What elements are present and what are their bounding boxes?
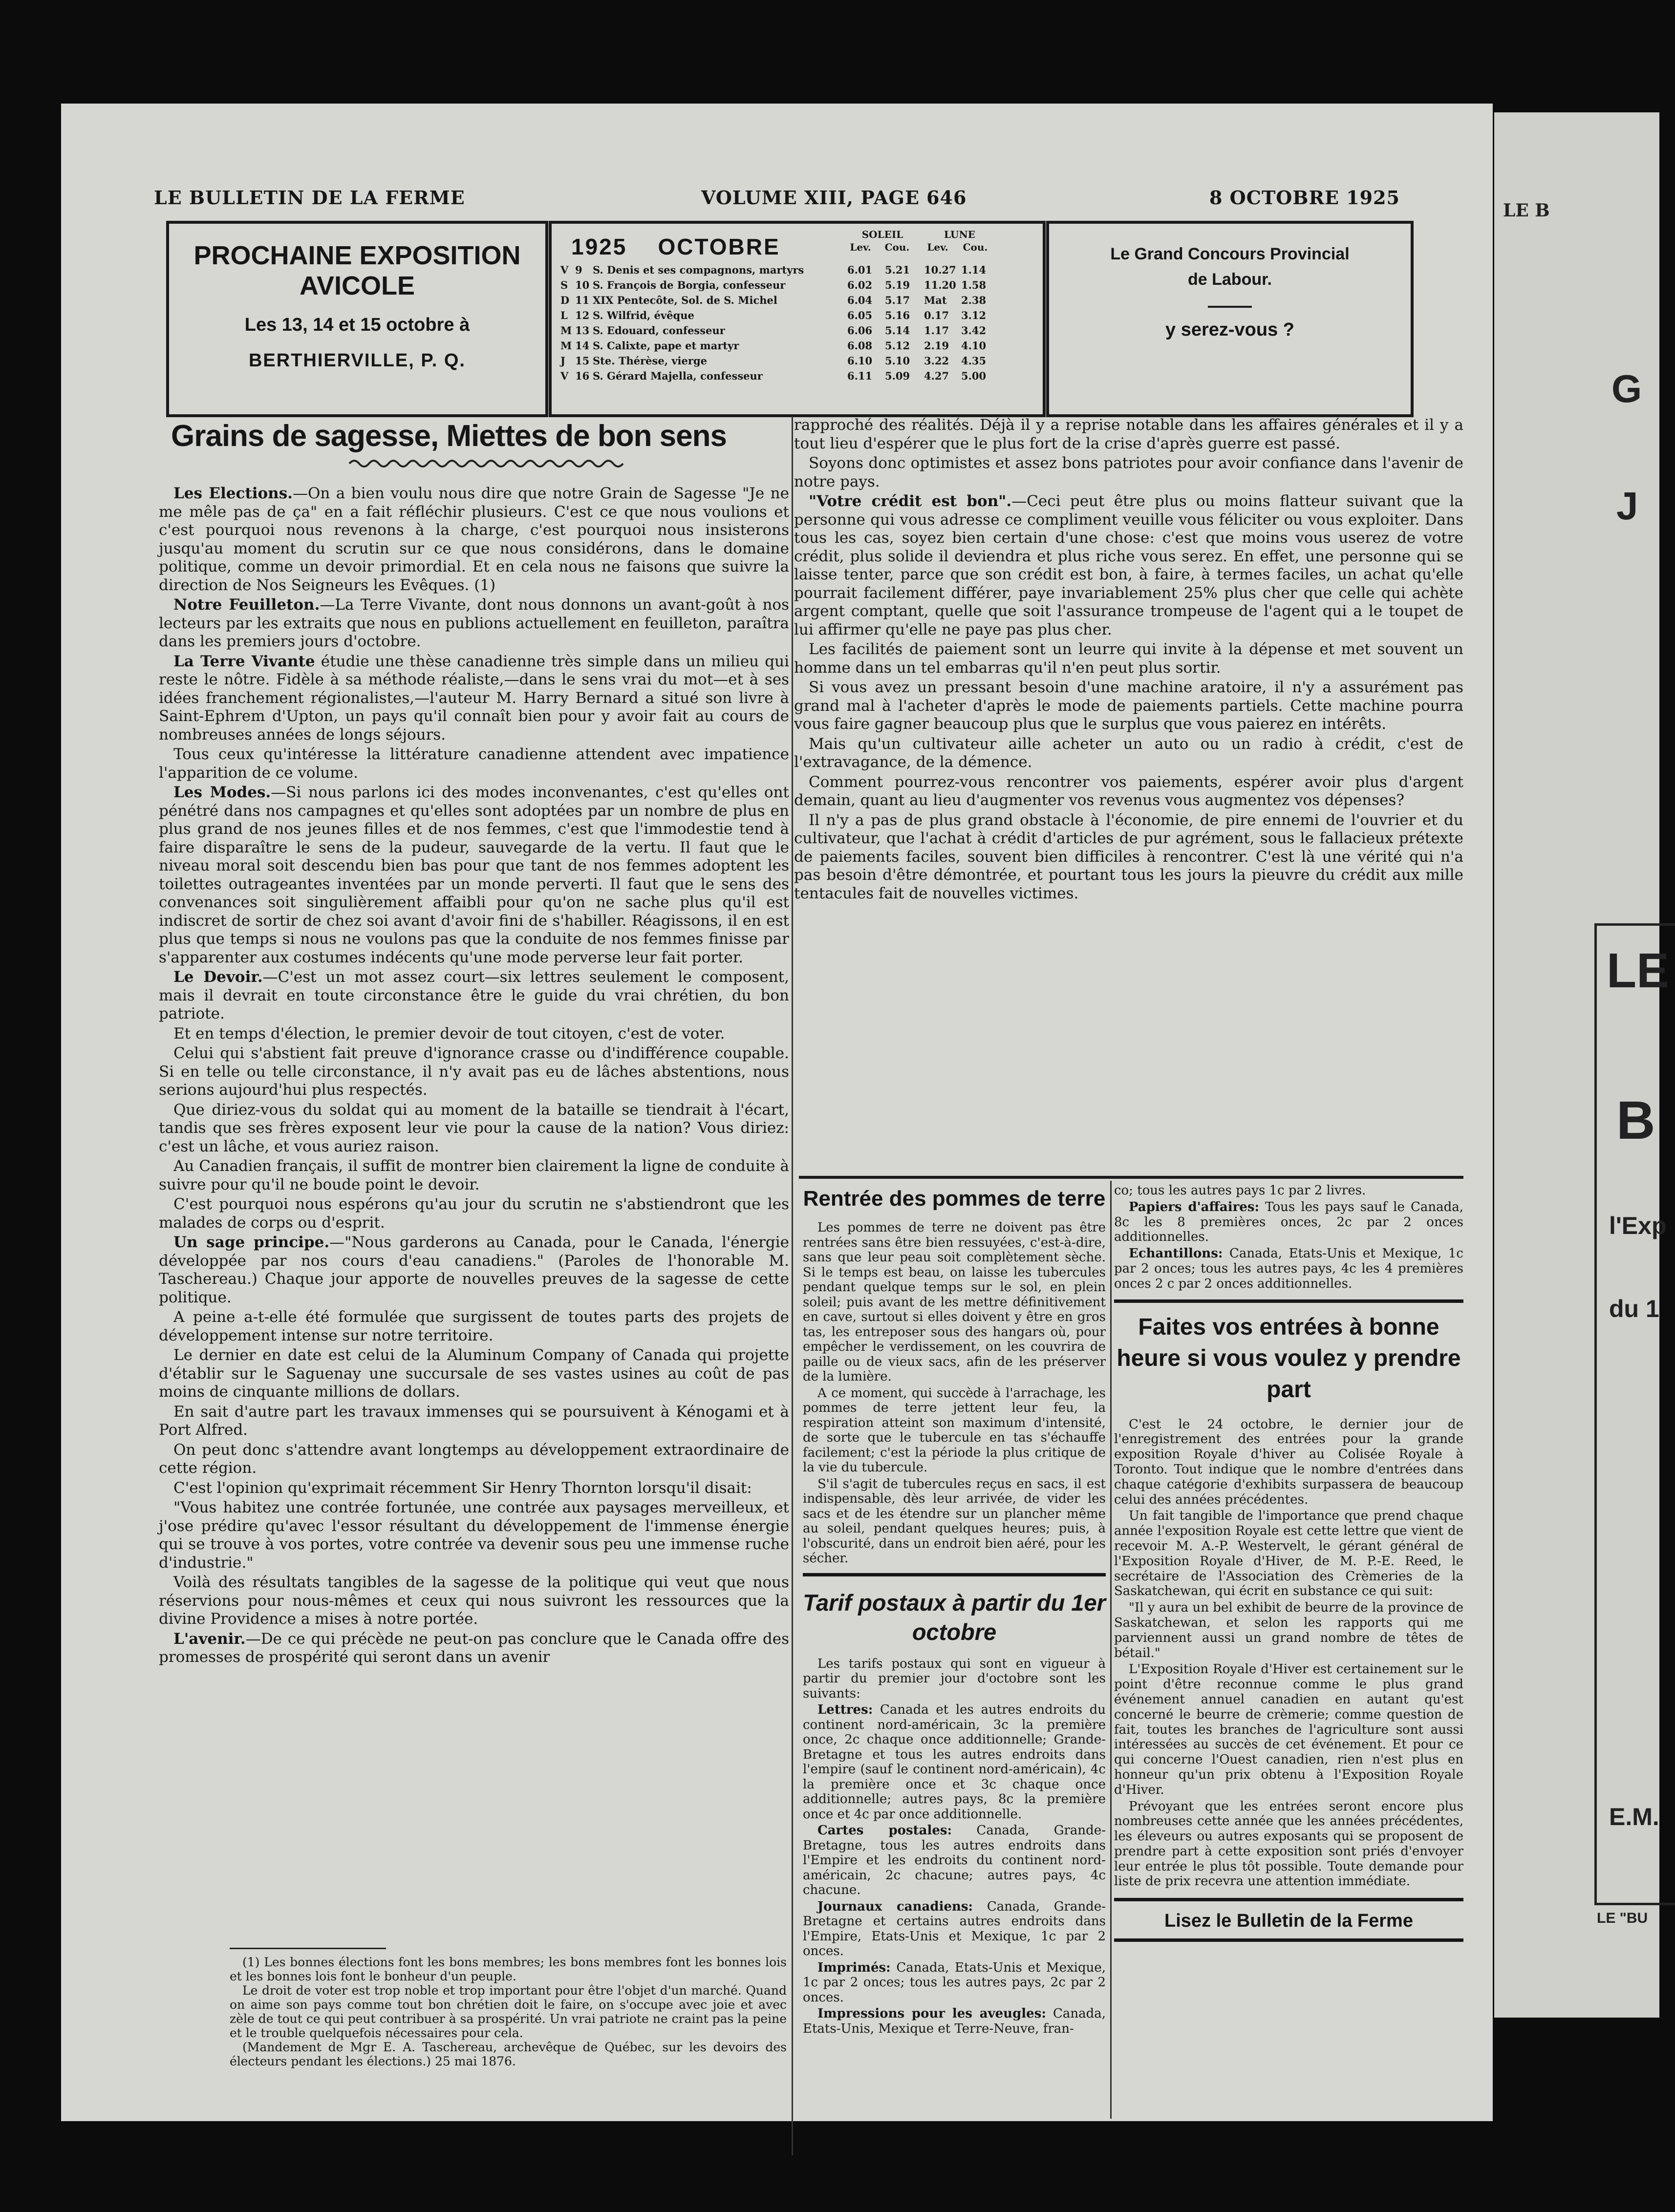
entrees-paragraph: C'est le 24 octobre, le dernier jour de l'enregistrement des entrées pour la grande exposition Royale d'hiver au Colisée Royale à Toronto. Tout indique que le nombre d'entrées dans chaque catégorie d'exhibits surpassera de beaucoup celui des années précédentes. [1114,1417,1463,1507]
expo-dates: Les 13, 14 et 15 octobre à [244,315,470,335]
calendar-cell-d: M [560,340,572,352]
calendar-row [552,278,1043,293]
paragraph-text: Que diriez-vous du soldat qui au moment de la bataille se tiendrait à l'écart, tandis que ses frères exposent leur vie pour la cause de la nation? Vous diriez: c'est un lâche, et vous auriez raison. [159,1101,789,1155]
section-rule [799,1176,1463,1179]
calendar-cell-d: V [560,264,569,276]
newspaper-page [61,104,1493,2121]
article-paragraph [794,679,1463,734]
footnote-rule [230,1948,386,1949]
paragraph-text: C'est pourquoi nous espérons qu'au jour du scrutin ne s'abstiendront que les malades de corps ou d'esprit. [159,1195,789,1232]
paragraph-text: rapproché des réalités. Déjà il y a reprise notable dans les affaires générales et il y a tout lieu d'espérer que le plus fort de la crise d'après guerre est passé. [794,416,1463,452]
runin-heading: "Votre crédit est bon". [809,492,1012,510]
expo-title-line1: PROCHAINE EXPOSITION [193,241,521,270]
calendar-cell-sl: 6.08 [847,340,873,352]
tarif-intro: Les tarifs postaux qui sont en vigueur à partir du premier jour d'octobre sont les suivants: [803,1656,1106,1701]
calendar-cell-n: 13 [575,324,590,337]
entrees-title: Faites vos entrées à bonne heure si vous voulez y prendre part [1117,1314,1461,1403]
lower-column-right [1114,1183,1463,1942]
item-label: Cartes postales: [817,1823,952,1838]
calendar-cell-sc: 5.21 [885,264,910,276]
adjacent-page-fragment [1494,112,1669,2018]
article-paragraph [159,1441,789,1478]
entrees-paragraph: Un fait tangible de l'importance que prend chaque année l'exposition Royale est cette lettre que vient de recevoir M. A.-P. Westervelt, le gérant général de l'Exposition Royale d'Hiver, de M. P.-E. Reed, le secrétaire de l'Association des Crèmeries de la Saskatchewan, qui écrit en substance ce qui suit: [1114,1509,1463,1599]
item-label: Echantillons: [1129,1246,1223,1261]
paragraph-text: Si vous avez un pressant besoin d'une machine aratoire, il n'y a assurément pas grand mal à l'acheter d'après le mode de paiements partiels. Cette machine pourra vous faire gagner beaucoup plus que le surplus que vous paierez en intérêts. [794,679,1463,733]
masthead-title: LE BULLETIN DE LA FERME [154,187,465,209]
calendar-cell-ll: 10.27 [924,264,956,276]
lower-column-left [803,1183,1106,2038]
paragraph-text: —C'est un mot assez court—six lettres seulement le composent, mais il devrait en toute circonstance être le guide du vrai chrétien, du bon patriote. [159,968,789,1022]
article-paragraph [794,773,1463,810]
item-text: Canada et les autres endroits du continent nord-américain, 3c la première once, 2c chaque once additionnelle; Grande-Bretagne et tous les autres endroits dans l'empire (sauf le continent nord-américain), 4c la première once et 3c chaque once additionnelle; autres pays, 8c la première once et 4c par once additionnelle. [803,1702,1106,1822]
article-paragraph [159,1195,789,1232]
calendar-cell-ll: 3.22 [924,355,949,367]
calendar-cell-sl: 6.10 [847,355,873,367]
lune-cou-header: Cou. [963,241,988,253]
calendar-cell-d: M [560,324,572,337]
calendar-cell-d: J [560,355,565,367]
calendar-cell-sl: 6.05 [847,309,873,321]
calendar-cell-n: 14 [575,340,590,352]
paragraph-text: C'est l'opinion qu'exprimait récemment Sir Henry Thornton lorsqu'il disait: [173,1479,752,1497]
paragraph-text: —La Terre Vivante, dont nous donnons un avant-goût à nos lecteurs par les extraits que nous en publions actuellement en feuilleton, paraîtra dans les premiers jours d'octobre. [159,596,789,650]
calendar-cell-saint: S. Edouard, confesseur [593,324,725,337]
calendar-cell-d: L [560,309,568,321]
entrees-paragraph: "Il y aura un bel exhibit de beurre de la province de Saskatchewan, et selon les rapports qui me parviennent aussi un grand nombre de têtes de bétail." [1114,1600,1463,1660]
paragraph-text: En sait d'autre part les travaux immenses qui se poursuivent à Kénogami et à Port Alfred. [159,1403,789,1439]
article-paragraph [159,653,789,744]
adjacent-frag-j: J [1616,484,1638,528]
entrees-paragraph: Prévoyant que les entrées seront encore plus nombreuses cette année que les années précédentes, les éleveurs ou autres exposants qui se proposent de prendre part à cette exposition sont priés d'envoyer leur entrée le plus tôt possible. Toute demande pour liste de prix recevra une attention immédiate. [1114,1799,1463,1889]
footnote: Le droit de voter est trop noble et trop important pour être l'objet d'un marché. Quand on aime son pays comme tout bon chrétien doit le faire, on s'occupe avec joie et avec zèle de tout ce qui peut contribuer à sa prospérité. Un vrai patriote ne craint pas la peine et le trouble quelquefois nécessaires pour cela. [230,1983,787,2040]
calendar-cell-ll: 2.19 [924,340,949,352]
paragraph-text: —De ce qui précède ne peut-on pas conclure que le Canada offre des promesses de prospérité qui seront dans un avenir [159,1630,789,1666]
volume-page: VOLUME XIII, PAGE 646 [701,187,967,209]
main-article-column-2 [794,416,1463,904]
calendar-cell-sc: 5.12 [885,340,910,352]
main-article-column-1 [159,485,789,1668]
footnote: (1) Les bonnes élections font les bons membres; les bons membres font les bonnes lois et les bonnes lois font le bonheur d'un peuple. [230,1955,787,1983]
paragraph-text: Tous ceux qu'intéresse la littérature canadienne attendent avec impatience l'apparition de ce volume. [159,745,789,782]
paragraph-text: —On a bien voulu nous dire que notre Grain de Sagesse "Je ne me mêle pas de ça" en a fait réfléchir plusieurs. C'est ce que nous voulions et c'est pourquoi nous revenons à la charge, c'est pourquoi nous insisterons jusqu'au moment du scrutin sur ce que nous considérons, dans le domaine politique, comme un devoir primordial. Et en cela nous ne faisons que suivre la direction de Nos Seigneurs les Evêques. (1) [159,485,789,594]
concours-line2: de Labour. [1188,270,1272,289]
calendar-cell-lc: 4.10 [961,340,987,352]
paragraph-text: —Si nous parlons ici des modes inconvenantes, c'est qu'elles ont pénétré dans nos campagnes et qu'elles sont adoptées par un nombre de plus en plus grand de nos jeunes filles et de nos femmes, c'est que l'immodestie tend à faire disparaître le sens de la pudeur, sauvegarde de la vertu. Il faut que le niveau moral soit descendu bien bas pour que tant de nos femmes adoptent les toilettes outrageantes inventées par un monde perverti. Il faut que le sens des convenances soit singulièrement affaibli pour qu'on ne sache plus qu'il est indiscret de sortir de chez soi avant d'avoir fini de s'habiller. Réagissons, il en est plus que temps si nous ne voulons pas que la conduite de nos femmes finisse par s'apparenter aux costumes indécents qu'une mode perverse leur fait porter. [159,784,789,966]
calendar-cell-lc: 2.38 [961,294,987,306]
article-paragraph [159,1403,789,1440]
calendar-cell-sl: 6.04 [847,294,873,306]
calendar-row [552,308,1043,323]
adjacent-frag-exp: l'Exp [1609,1212,1667,1239]
lune-header: LUNE [944,229,975,240]
calendar-cell-saint: S. Wilfrid, évêque [593,309,694,321]
paragraph-text: Mais qu'un cultivateur aille acheter un auto ou un radio à crédit, c'est de l'extravagance, de la démence. [794,735,1463,771]
lune-lev-header: Lev. [927,241,948,253]
headline-squiggle-ornament [349,456,623,471]
calendar-header [552,224,1043,263]
adjacent-frag-em: E.M. [1609,1803,1659,1830]
runin-heading: Les Elections. [173,485,293,502]
calendar-cell-saint: S. Denis et ses compagnons, martyrs [593,264,804,276]
item-label: Impressions pour les aveugles: [817,2006,1046,2021]
calendar-row [552,263,1043,278]
calendar-title [571,234,780,260]
paragraph-text: On peut donc s'attendre avant longtemps au développement extraordinaire de cette région. [159,1441,789,1477]
expo-place: BERTHIERVILLE, P. Q. [248,350,466,371]
calendar-cell-n: 15 [575,355,590,367]
section-rule-pommes [803,1573,1106,1576]
pommes-title: Rentrée des pommes de terre [803,1187,1106,1211]
issue-date: 8 OCTOBRE 1925 [1209,187,1400,209]
calendar-cell-lc: 3.12 [961,309,987,321]
calendar-cell-d: D [560,294,570,306]
paragraph-text: Comment pourrez-vous rencontrer vos paiements, espérer avoir plus d'argent demain, quant au lieu d'augmenter vos revenus vous augmentez vos dépenses? [794,773,1463,809]
adjacent-masthead: LE B [1503,200,1550,221]
adjacent-frag-bu: LE "BU [1597,1910,1648,1926]
calendar-cell-sl: 6.06 [847,324,873,337]
paragraph-text: Voilà des résultats tangibles de la sagesse de la politique qui veut que nous réservions pour nous-mêmes et ceux qui nous suivront les ressources que la divine Providence a mises à notre portée. [159,1574,789,1628]
calendar-cell-saint: S. François de Borgia, confesseur [593,279,786,291]
calendar-cell-saint: S. Gérard Majella, confesseur [593,370,763,382]
calendar-cell-sl: 6.02 [847,279,873,291]
paragraph-text: Le dernier en date est celui de la Aluminum Company of Canada qui projette d'établir sur le Saguenay une succursale de ses vastes usines au coût de pas moins de cinquante millions de dollars. [159,1346,789,1401]
tarif-item [803,1899,1106,1959]
adjacent-frag-b: B [1616,1090,1655,1150]
item-text: Canada, Grande-Bretagne, tous les autres endroits dans l'Empire et les endroits du continent nord-américain, 2c chacune; autres pays, 4c chacune. [803,1823,1106,1897]
adjacent-frag-le: LE [1607,943,1669,998]
runin-heading: Les Modes. [173,784,271,801]
concours-text [1049,241,1411,292]
calendar-cell-n: 10 [575,279,590,291]
entrees-article [1114,1417,1463,1890]
article-paragraph [159,784,789,967]
runin-heading: L'avenir. [173,1630,246,1648]
soleil-header: SOLEIL [861,229,903,240]
calendar-row [552,323,1043,339]
article-paragraph [159,1479,789,1498]
tarif-item [1114,1246,1463,1291]
runin-heading: La Terre Vivante [173,652,315,670]
item-label: Lettres: [817,1702,873,1717]
article-paragraph [159,745,789,782]
column-divider [792,416,793,2155]
item-label: Papiers d'affaires: [1129,1199,1260,1214]
tarif-item [803,1960,1106,2005]
calendar-cell-n: 9 [575,264,582,276]
tarif-item [803,1702,1106,1822]
runin-heading: Le Devoir. [173,968,263,986]
calendar-cell-sc: 5.17 [885,294,910,306]
article-paragraph [159,596,789,651]
paragraph-text: —"Nous garderons au Canada, pour le Canada, l'énergie développée par nos cours d'eau canadiens." (Paroles de l'honorable M. Taschereau.) Chaque jour apporte de nouvelles preuves de la sagesse de cette politique. [159,1234,790,1306]
calendar-year: 1925 [571,234,627,259]
paragraph-text: Celui qui s'abstient fait preuve d'ignorance crasse ou d'indifférence coupable. Si en telle ou telle circonstance, il n'y avait pas eu de lâches abstentions, nous serions aujourd'hui plus respectés. [159,1044,789,1099]
runin-heading: Notre Feuilleton. [173,596,320,614]
expo-title [169,240,545,301]
calendar-cell-sc: 5.19 [885,279,910,291]
item-text: Canada, Etats-Unis, Mexique et Terre-Neuve, fran- [803,2006,1106,2036]
tarif-item [1114,1200,1463,1245]
calendar-row [552,354,1043,369]
paragraph-text: Et en temps d'élection, le premier devoir de tout citoyen, c'est de voter. [173,1024,725,1042]
calendar-box [549,221,1046,417]
calendar-row [552,369,1043,384]
calendar-cell-saint: S. Calixte, pape et martyr [593,340,739,352]
running-header [154,187,1400,216]
section-rule-bottom [1114,1938,1463,1942]
article-paragraph [794,416,1463,453]
article-paragraph [794,454,1463,491]
calendar-cell-n: 12 [575,309,590,321]
article-paragraph [159,1157,789,1194]
calendar-cell-sc: 5.16 [885,309,910,321]
runin-heading: Un sage principe. [173,1234,330,1251]
article-paragraph [794,640,1463,677]
tarif-item [803,1823,1106,1898]
article-paragraph [159,485,789,595]
calendar-cell-ll: 4.27 [924,370,949,382]
calendar-cell-n: 11 [575,294,590,306]
calendar-cell-ll: 0.17 [924,309,949,321]
article-paragraph [794,811,1463,903]
paragraph-text: "Vous habitez une contrée fortunée, une contrée aux paysages merveilleux, et j'ose prédire qu'avec l'essor résultant du développement de l'immense énergie qui se trouve à vos portes, votre contrée va devenir sous peu une immense ruche d'industrie." [159,1499,789,1572]
calendar-cell-saint: XIX Pentecôte, Sol. de S. Michel [593,294,777,306]
adjacent-frag-du: du 1 [1609,1295,1659,1322]
article-paragraph [794,492,1463,639]
item-label: Imprimés: [817,1960,891,1975]
calendar-cell-n: 16 [575,370,590,382]
calendar-cell-lc: 1.58 [961,279,987,291]
article-paragraph [159,1499,789,1572]
adjacent-frag-g: G [1611,367,1642,410]
expo-avicole-box [166,221,548,417]
entrees-paragraph: L'Exposition Royale d'Hiver est certainement sur le point d'être reconnue comme le plus grand événement annuel canadien en autant qu'est concerné le beurre de crèmerie; comme question de fait, toutes les branches de l'agriculture sont aussi intéressées au succès de cet événement. Et pour ce qui concerne l'Ouest canadien, rien n'est plus en honneur qu'un prix obtenu à l'Exposition Royale d'Hiver. [1114,1662,1463,1797]
calendar-cell-sc: 5.09 [885,370,910,382]
soleil-cou-header: Cou. [884,241,910,253]
item-text: Canada, Etats-Unis et Mexique, 1c par 2 onces; tous les autres pays, 4c les 4 premières onces 2 c par 2 onces additionnelles. [1114,1246,1463,1291]
concours-question: y serez-vous ? [1165,319,1294,340]
adjacent-ad-box [1594,923,1675,1905]
calendar-cell-sc: 5.14 [885,324,910,337]
tarif-continuation: co; tous les autres pays 1c par 2 livres. [1114,1183,1366,1198]
section-rule-lisez [1114,1898,1463,1901]
article-paragraph [794,735,1463,772]
article-paragraph [159,1574,789,1629]
item-text: Canada, Etats-Unis et Mexique, 1c par 2 onces; tous les autres pays, 2c par 2 onces. [803,1960,1106,2005]
calendar-month: OCTOBRE [658,234,780,259]
paragraph-text: Au Canadien français, il suffit de montrer bien clairement la ligne de conduite à suivre pour qu'il ne boude point le devoir. [159,1157,789,1193]
pommes-paragraph: A ce moment, qui succède à l'arrachage, les pommes de terre jettent leur feu, la respiration atteint son maximum d'intensité, de sorte que le tubercule en tas s'échauffe facilement; c'est la période la plus critique de la vie du tubercule. [803,1385,1106,1475]
paragraph-text: étudie une thèse canadienne très simple dans un milieu qui reste le nôtre. Fidèle à sa méthode réaliste,—dans le sens vrai du mot—et à ses idées franchement régionalistes,—l'auteur M. Harry Bernard a situé son livre à Saint-Ephrem d'Upton, un pays qu'il connaît bien pour y avoir fait au cours de nombreuses années de longs séjours. [159,652,789,744]
main-headline: Grains de sagesse, Miettes de bon sens [171,419,727,453]
tarif-item [803,2006,1106,2036]
calendar-cell-ll: Mat [924,294,947,306]
tarif-items-continued [1114,1200,1463,1292]
paragraph-text: Soyons donc optimistes et assez bons patriotes pour avoir confiance dans l'avenir de notre pays. [794,454,1463,490]
pommes-paragraph: Les pommes de terre ne doivent pas être rentrées sans être bien ressuyées, c'est-à-dire, sans que leur peau soit complètement sèche. Si le temps est beau, on laisse les tubercules pendant quelque temps sur le sol, en plein soleil; puis avant de les mettre définitivement en cave, surtout si elles doivent y être en gros tas, les entreposer sous des hangars où, pour empêcher le verdissement, on les couvrira de paille ou de vieux sacs, afin de les préserver de la lumière. [803,1220,1106,1384]
item-label: Journaux canadiens: [817,1899,973,1914]
calendar-cell-lc: 3.42 [961,324,987,337]
item-text: Tous les pays sauf le Canada, 8c les 8 premières onces, 2c par 2 onces additionnelles. [1114,1199,1463,1245]
paragraph-text: Les facilités de paiement sont un leurre qui invite à la dépense et met souvent un homme dans un tel embarras qu'il n'en peut plus sortir. [794,640,1463,677]
paragraph-text: Il n'y a pas de plus grand obstacle à l'économie, de pire ennemi de l'ouvrier et du cultivateur, que l'achat à crédit d'articles de pur agrément, sous le fallacieux prétexte de paiements faciles, souvent bien difficiles à rencontrer. C'est là une vérité qui n'a pas besoin d'être démontrée, et pourtant tous les jours la pieuvre du crédit aux mille tentacules fait de nouvelles victimes. [794,811,1463,902]
article-paragraph [159,1308,789,1345]
calendar-row [552,339,1043,354]
calendar-cell-lc: 1.14 [961,264,987,276]
tarif-title: Tarif postaux à partir du 1er octobre [803,1589,1106,1645]
paragraph-text: A peine a-t-elle été formulée que surgissent de toutes parts des projets de développement intense sur notre territoire. [159,1308,789,1344]
article-paragraph [159,1346,789,1402]
section-rule-entrees [1114,1299,1463,1303]
concours-box [1046,221,1414,417]
article-paragraph [159,1025,789,1043]
footnotes [230,1955,787,2068]
calendar-cell-d: V [560,370,569,382]
article-paragraph [159,1044,789,1100]
lisez-bulletin-promo: Lisez le Bulletin de la Ferme [1164,1911,1413,1932]
calendar-cell-saint: Ste. Thérèse, vierge [593,355,707,367]
calendar-cell-lc: 5.00 [961,370,987,382]
concours-divider [1208,306,1252,308]
calendar-cell-sl: 6.11 [847,370,873,382]
expo-title-line2: AVICOLE [299,271,415,300]
calendar-cell-lc: 4.35 [961,355,987,367]
concours-line1: Le Grand Concours Provincial [1110,245,1350,263]
paragraph-text: —Ceci peut être plus ou moins flatteur suivant que la personne qui vous adresse ce compliment veuille vous féliciter ou vous exploiter. Dans tous les cas, soyez bien certain d'une chose: c'est que moins vous userez de votre crédit, plus solide il deviendra et plus riche vous serez. En effet, une personne qui se laisse tenter, parce que son crédit est bon, à faire, à termes faciles, un achat qu'elle pourrait facilement différer, paye invariablement 25% plus cher que celle qui achète argent comptant, quelle que soit l'assurance trompeuse de l'agent qui a le toupet de lui affirmer qu'elle ne paye pas plus cher. [794,492,1463,638]
article-paragraph [159,1234,789,1307]
calendar-rows [552,263,1043,384]
article-paragraph [159,968,789,1023]
pommes-article [803,1220,1106,1566]
article-paragraph [159,1101,789,1156]
calendar-cell-sl: 6.01 [847,264,873,276]
calendar-row [552,293,1043,308]
column-divider-lower [1110,1181,1112,2119]
soleil-lev-header: Lev. [850,241,871,253]
tarif-article [803,1702,1106,2036]
calendar-cell-sc: 5.10 [885,355,910,367]
pommes-paragraph: S'il s'agit de tubercules reçus en sacs, il est indispensable, dès leur arrivée, de vider les sacs et de les étendre sur un plancher même au soleil, pendant quelques heures; puis, à l'obscurité, dans un endroit bien aéré, pour les sécher. [803,1476,1106,1566]
calendar-cell-d: S [560,279,568,291]
calendar-cell-ll: 11.20 [924,279,956,291]
item-text: Canada, Grande-Bretagne et certains autres endroits dans l'Empire, Etats-Unis et Mexique, 1c par 2 onces. [803,1899,1106,1958]
article-paragraph [159,1630,789,1667]
footnote: (Mandement de Mgr E. A. Taschereau, archevêque de Québec, sur les devoirs des électeurs pendant les élections.) 25 mai 1876. [230,2040,787,2068]
calendar-cell-ll: 1.17 [924,324,949,337]
